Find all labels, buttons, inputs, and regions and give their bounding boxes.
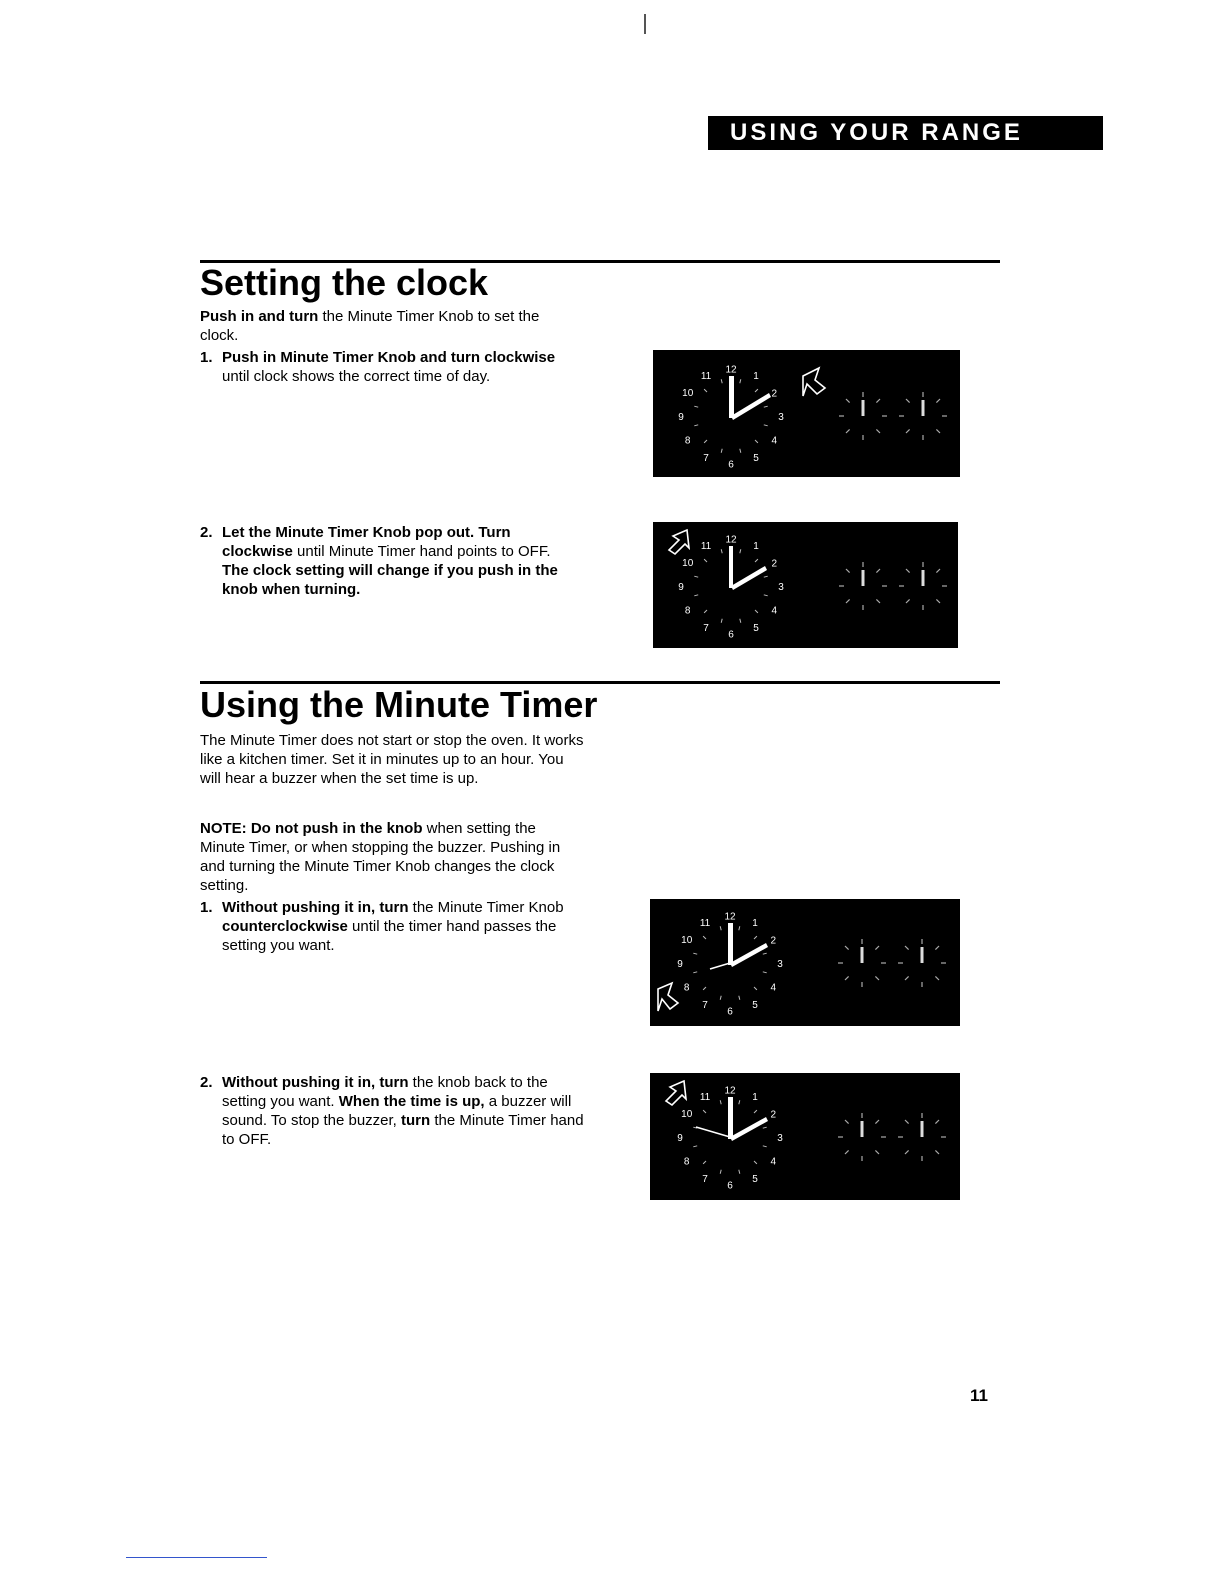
clock-tick	[693, 1146, 697, 1147]
oven-timer-dial-left	[838, 1113, 886, 1161]
step-number: 2.	[200, 524, 213, 541]
clock-number: 11	[700, 370, 712, 382]
note-label: NOTE:	[200, 820, 247, 837]
clock-tick	[754, 1110, 757, 1113]
clock-number: 8	[684, 605, 691, 617]
clock-tick	[763, 1146, 767, 1147]
clock-panel-illustration	[653, 350, 960, 477]
clock-tick	[740, 379, 741, 383]
dial-tick	[845, 1150, 849, 1154]
clock-tick	[764, 576, 768, 577]
step-bold: Without pushing it in, turn	[222, 1074, 409, 1091]
clock-tick	[740, 549, 741, 553]
clock-number: 12	[725, 364, 737, 376]
clock-number: 12	[724, 1085, 736, 1097]
dial-tick	[875, 976, 879, 980]
rotate-arrow-icon	[669, 530, 689, 554]
clock-number: 4	[770, 1156, 777, 1168]
clock-tick	[720, 1100, 721, 1104]
clock-tick	[704, 610, 707, 613]
oven-timer-dial-right	[898, 1113, 946, 1161]
page-number: 11	[970, 1386, 988, 1405]
clock-number: 2	[771, 558, 778, 570]
step-bold: Let the Minute Timer Knob pop out. Turn clockwise	[222, 524, 511, 560]
minute-timer-step-2	[200, 1073, 585, 1149]
dial-tick	[905, 976, 909, 980]
clock-tick	[720, 1170, 721, 1174]
clock-number: 11	[699, 917, 711, 929]
clock-number: 4	[770, 982, 777, 994]
dial-tick	[875, 1150, 879, 1154]
step-rest: until Minute Timer hand points to OFF.	[292, 543, 551, 560]
dial-tick	[935, 976, 939, 980]
clock-number: 4	[771, 435, 778, 447]
clock-number: 6	[728, 459, 734, 471]
dial-tick	[905, 1120, 909, 1124]
dial-tick	[845, 946, 849, 950]
step-number: 1.	[200, 899, 213, 916]
clock-number: 9	[678, 412, 684, 423]
step-bold: Without pushing it in, turn	[222, 899, 409, 916]
step-rest: until clock shows the correct time of day.	[222, 368, 491, 385]
clock-number: 3	[777, 959, 783, 970]
dial-tick	[936, 569, 940, 573]
clock-number: 6	[728, 629, 734, 641]
dial-tick	[875, 946, 879, 950]
clock-tick	[739, 996, 740, 1000]
clock-number: 3	[778, 582, 784, 593]
clock-number: 7	[702, 1174, 708, 1186]
intro-rest: the Minute Timer Knob to set the clock.	[200, 308, 540, 344]
clock-number: 7	[702, 1000, 708, 1012]
clock-panel-illustration	[650, 899, 960, 1026]
step-text	[222, 1073, 585, 1149]
dial-tick	[935, 946, 939, 950]
clock-tick	[721, 449, 722, 453]
clock-tick	[694, 425, 698, 426]
clock-tick	[755, 610, 758, 613]
clock-tick	[694, 576, 698, 577]
section-tab: USING YOUR RANGE	[708, 116, 1103, 150]
section-title-setting-clock: Setting the clock	[200, 262, 489, 303]
hour-hand	[730, 943, 768, 967]
step-bold: turn	[396, 1112, 431, 1129]
dial-pointer	[921, 947, 924, 963]
clock-panel-counterclockwise	[650, 899, 960, 1026]
step-number: 2.	[200, 1074, 213, 1091]
clock-number: 5	[753, 453, 759, 465]
clock-tick	[704, 559, 707, 562]
clock-number: 1	[752, 917, 758, 929]
step-text	[222, 898, 580, 955]
dial-pointer	[862, 400, 865, 416]
dial-tick	[846, 399, 850, 403]
dial-tick	[906, 599, 910, 603]
clock-tick	[693, 953, 697, 954]
clock-tick	[763, 1127, 767, 1128]
minute-hand	[728, 1097, 733, 1139]
clock-number: 2	[771, 388, 778, 400]
section-title-minute-timer: Using the Minute Timer	[200, 684, 598, 725]
dial-tick	[876, 429, 880, 433]
hour-hand	[731, 566, 767, 590]
clock-tick	[694, 595, 698, 596]
clock-tick	[704, 389, 707, 392]
oven-timer-dial-left	[838, 939, 886, 987]
minute-hand	[729, 376, 734, 418]
setting-clock-step-2	[200, 523, 570, 599]
timer-hand	[696, 1127, 730, 1137]
clock-tick	[740, 449, 741, 453]
dial-pointer	[922, 400, 925, 416]
dial-pointer	[922, 570, 925, 586]
step-rest: until the timer hand passes the setting you want.	[222, 918, 557, 954]
clock-panel-set-back	[650, 1073, 960, 1200]
clock-number: 6	[727, 1180, 733, 1192]
dial-tick	[876, 569, 880, 573]
minute-hand	[728, 923, 733, 965]
clock-number: 8	[684, 435, 691, 447]
clock-number: 5	[752, 1174, 758, 1186]
dial-tick	[846, 569, 850, 573]
clock-number: 11	[700, 540, 712, 552]
step-rest: the knob back to the setting you want.	[222, 1074, 548, 1110]
oven-timer-dial-right	[899, 392, 947, 440]
dial-pointer	[921, 1121, 924, 1137]
clock-tick	[703, 1161, 706, 1164]
step-text	[222, 523, 570, 599]
rotate-arrow-icon	[803, 368, 825, 396]
dial-tick	[906, 399, 910, 403]
clock-tick	[755, 389, 758, 392]
dial-pointer	[861, 947, 864, 963]
clock-tick	[693, 972, 697, 973]
step-bold: counterclockwise	[222, 918, 348, 935]
clock-number: 7	[703, 623, 709, 635]
oven-timer-dial-left	[839, 392, 887, 440]
clock-tick	[720, 996, 721, 1000]
clock-panel-push-in	[653, 350, 960, 477]
dial-tick	[936, 599, 940, 603]
minute-hand	[729, 546, 733, 588]
clock-panel-pop-out	[653, 522, 958, 648]
setting-clock-step-1	[200, 348, 570, 386]
rotate-arrow-icon	[658, 983, 678, 1011]
dial-tick	[876, 599, 880, 603]
minute-timer-note	[200, 819, 570, 895]
clock-tick	[703, 987, 706, 990]
minute-timer-intro: The Minute Timer does not start or stop the oven. It works like a kitchen timer. Set it in minutes up to an hour. You will hear a buzzer when the set time is up.	[200, 732, 584, 787]
intro-bold: Push in and turn	[200, 308, 319, 325]
clock-tick	[754, 936, 757, 939]
clock-number: 10	[682, 558, 694, 570]
clock-tick	[703, 936, 706, 939]
clock-number: 10	[682, 388, 694, 400]
clock-tick	[721, 549, 722, 553]
timer-hand	[710, 963, 730, 969]
clock-number: 9	[677, 1133, 683, 1144]
clock-number: 7	[703, 453, 709, 465]
clock-number: 6	[727, 1006, 733, 1018]
step-bold-warning: The clock setting will change if you push in the knob when turning.	[222, 562, 558, 598]
clock-number: 3	[777, 1133, 783, 1144]
clock-tick	[764, 425, 768, 426]
dial-tick	[906, 429, 910, 433]
clock-tick	[740, 619, 741, 623]
dial-tick	[875, 1120, 879, 1124]
clock-number: 10	[681, 1109, 693, 1121]
dial-tick	[905, 946, 909, 950]
clock-number: 3	[778, 412, 784, 423]
clock-tick	[764, 595, 768, 596]
oven-timer-dial-right	[898, 939, 946, 987]
hour-hand	[730, 1117, 768, 1141]
dial-tick	[936, 429, 940, 433]
dial-tick	[906, 569, 910, 573]
clock-number: 10	[681, 935, 693, 947]
dial-tick	[905, 1150, 909, 1154]
clock-number: 12	[724, 911, 736, 923]
note-rest: when setting the Minute Timer, or when stopping the buzzer. Pushing in and turning the Minute Timer Knob changes the clock setting.	[200, 820, 561, 894]
clock-tick	[720, 926, 721, 930]
step-bold: Push in Minute Timer Knob and turn clockwise	[222, 349, 556, 366]
clock-number: 1	[753, 370, 759, 382]
setting-clock-intro	[200, 307, 570, 345]
clock-tick	[763, 953, 767, 954]
note-bold: Do not push in the knob	[246, 820, 423, 837]
clock-tick	[703, 1110, 706, 1113]
clock-tick	[764, 406, 768, 407]
clock-panel-illustration	[650, 1073, 960, 1200]
clock-panel-illustration	[653, 522, 958, 648]
clock-tick	[721, 379, 722, 383]
dial-pointer	[861, 1121, 864, 1137]
scan-mark	[644, 14, 646, 34]
clock-tick	[721, 619, 722, 623]
clock-number: 5	[752, 1000, 758, 1012]
clock-number: 8	[683, 982, 690, 994]
step-text	[222, 348, 570, 386]
clock-tick	[755, 559, 758, 562]
clock-tick	[754, 987, 757, 990]
clock-tick	[755, 440, 758, 443]
rotate-arrow-icon	[666, 1081, 686, 1105]
oven-timer-dial-right	[899, 562, 947, 610]
minute-timer-step-1	[200, 898, 580, 955]
dial-tick	[846, 429, 850, 433]
clock-number: 9	[677, 959, 683, 970]
clock-tick	[739, 1100, 740, 1104]
step-bold: When the time is up,	[334, 1093, 485, 1110]
clock-number: 4	[771, 605, 778, 617]
clock-tick	[704, 440, 707, 443]
clock-number: 12	[725, 534, 737, 546]
dial-tick	[935, 1120, 939, 1124]
oven-timer-dial-left	[839, 562, 887, 610]
clock-number: 2	[770, 1109, 777, 1121]
clock-tick	[739, 926, 740, 930]
clock-tick	[694, 406, 698, 407]
dial-tick	[845, 1120, 849, 1124]
dial-tick	[876, 399, 880, 403]
clock-number: 8	[683, 1156, 690, 1168]
clock-number: 5	[753, 623, 759, 635]
step-number: 1.	[200, 349, 213, 366]
dial-tick	[935, 1150, 939, 1154]
clock-number: 1	[752, 1091, 758, 1103]
dial-pointer	[862, 570, 865, 586]
step-rest: the Minute Timer hand to OFF.	[222, 1112, 584, 1148]
dial-tick	[846, 599, 850, 603]
step-rest: a buzzer will sound. To stop the buzzer,	[222, 1093, 572, 1129]
step-rest: the Minute Timer Knob	[408, 899, 564, 916]
clock-number: 9	[678, 582, 684, 593]
clock-tick	[763, 972, 767, 973]
clock-number: 11	[699, 1091, 711, 1103]
dial-tick	[936, 399, 940, 403]
dial-tick	[845, 976, 849, 980]
footnote-rule	[126, 1557, 267, 1558]
clock-number: 2	[770, 935, 777, 947]
clock-tick	[739, 1170, 740, 1174]
clock-number: 1	[753, 540, 759, 552]
clock-tick	[754, 1161, 757, 1164]
